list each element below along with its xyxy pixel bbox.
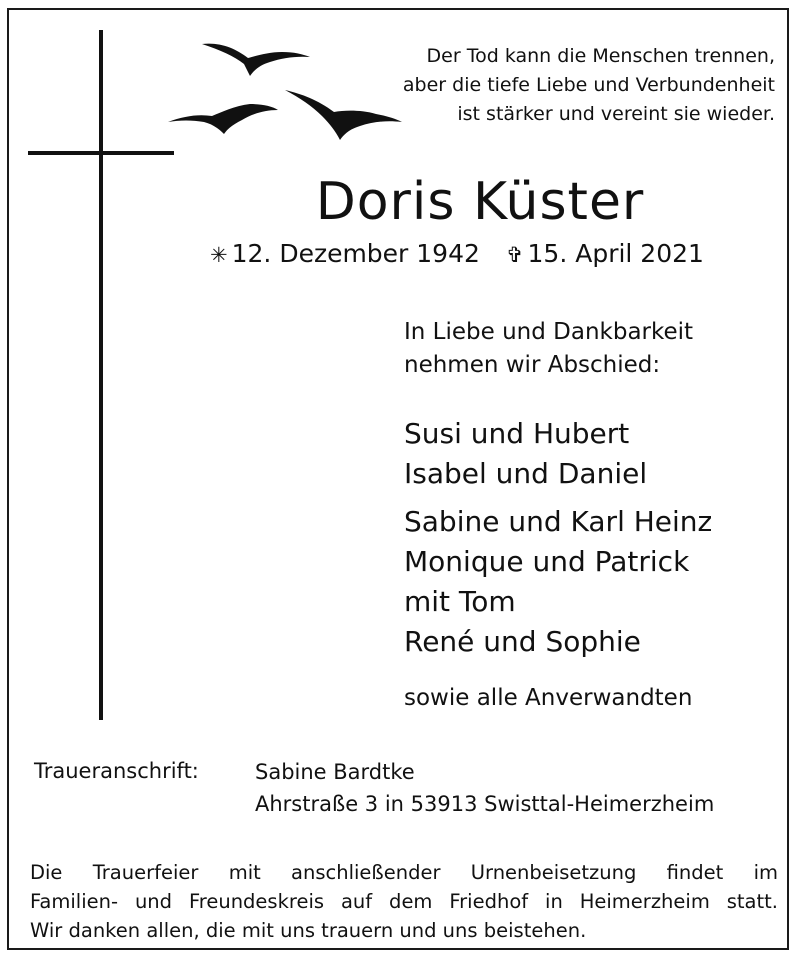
motto [345, 42, 775, 129]
motto-line: ist stärker und vereint sie wieder. [457, 103, 775, 125]
bird-3 [168, 104, 278, 134]
bird-1 [202, 44, 310, 76]
cross-horizontal-bar [28, 151, 174, 155]
notice-line: Familien- und Freundeskreis auf dem Friedhof in Heimerzheim statt. [30, 890, 778, 913]
notice-line: Die Trauerfeier mit anschließender Urnenbeisetzung findet im [30, 861, 778, 884]
notice-line: Wir danken allen, die mit uns trauern und uns beistehen. [30, 919, 587, 942]
relatives-line: sowie alle Anverwandten [404, 685, 693, 711]
birth-star-icon: ✳ [210, 243, 228, 267]
address-label: Traueranschrift: [34, 759, 199, 783]
birth-date: 12. Dezember 1942 [231, 239, 480, 268]
mourner-name: mit Tom [404, 585, 516, 618]
mourner-name: René und Sophie [404, 625, 641, 658]
mourner-name: Sabine und Karl Heinz [404, 505, 713, 538]
motto-line: aber die tiefe Liebe und Verbundenheit [402, 74, 775, 96]
mourner-name: Monique und Patrick [404, 545, 690, 578]
deceased-name: Doris Küster [315, 172, 645, 232]
farewell-line: nehmen wir Abschied: [404, 352, 661, 378]
ceremony-notice [30, 858, 778, 945]
farewell-text [404, 316, 693, 382]
farewell-line: In Liebe und Dankbarkeit [404, 319, 694, 345]
mourner-name: Isabel und Daniel [404, 457, 648, 490]
address-street: Ahrstraße 3 in 53913 Swisttal-Heimerzheim [255, 792, 715, 816]
mourners-list [404, 414, 712, 662]
motto-line: Der Tod kann die Menschen trennen, [426, 45, 775, 67]
address-name: Sabine Bardtke [255, 760, 415, 784]
mourner-name: Susi und Hubert [404, 417, 630, 450]
cross-vertical-bar [99, 30, 103, 720]
death-cross-icon: ✞ [505, 243, 524, 267]
life-dates [210, 236, 750, 273]
death-date: 15. April 2021 [527, 239, 704, 268]
mourning-address [255, 756, 714, 820]
